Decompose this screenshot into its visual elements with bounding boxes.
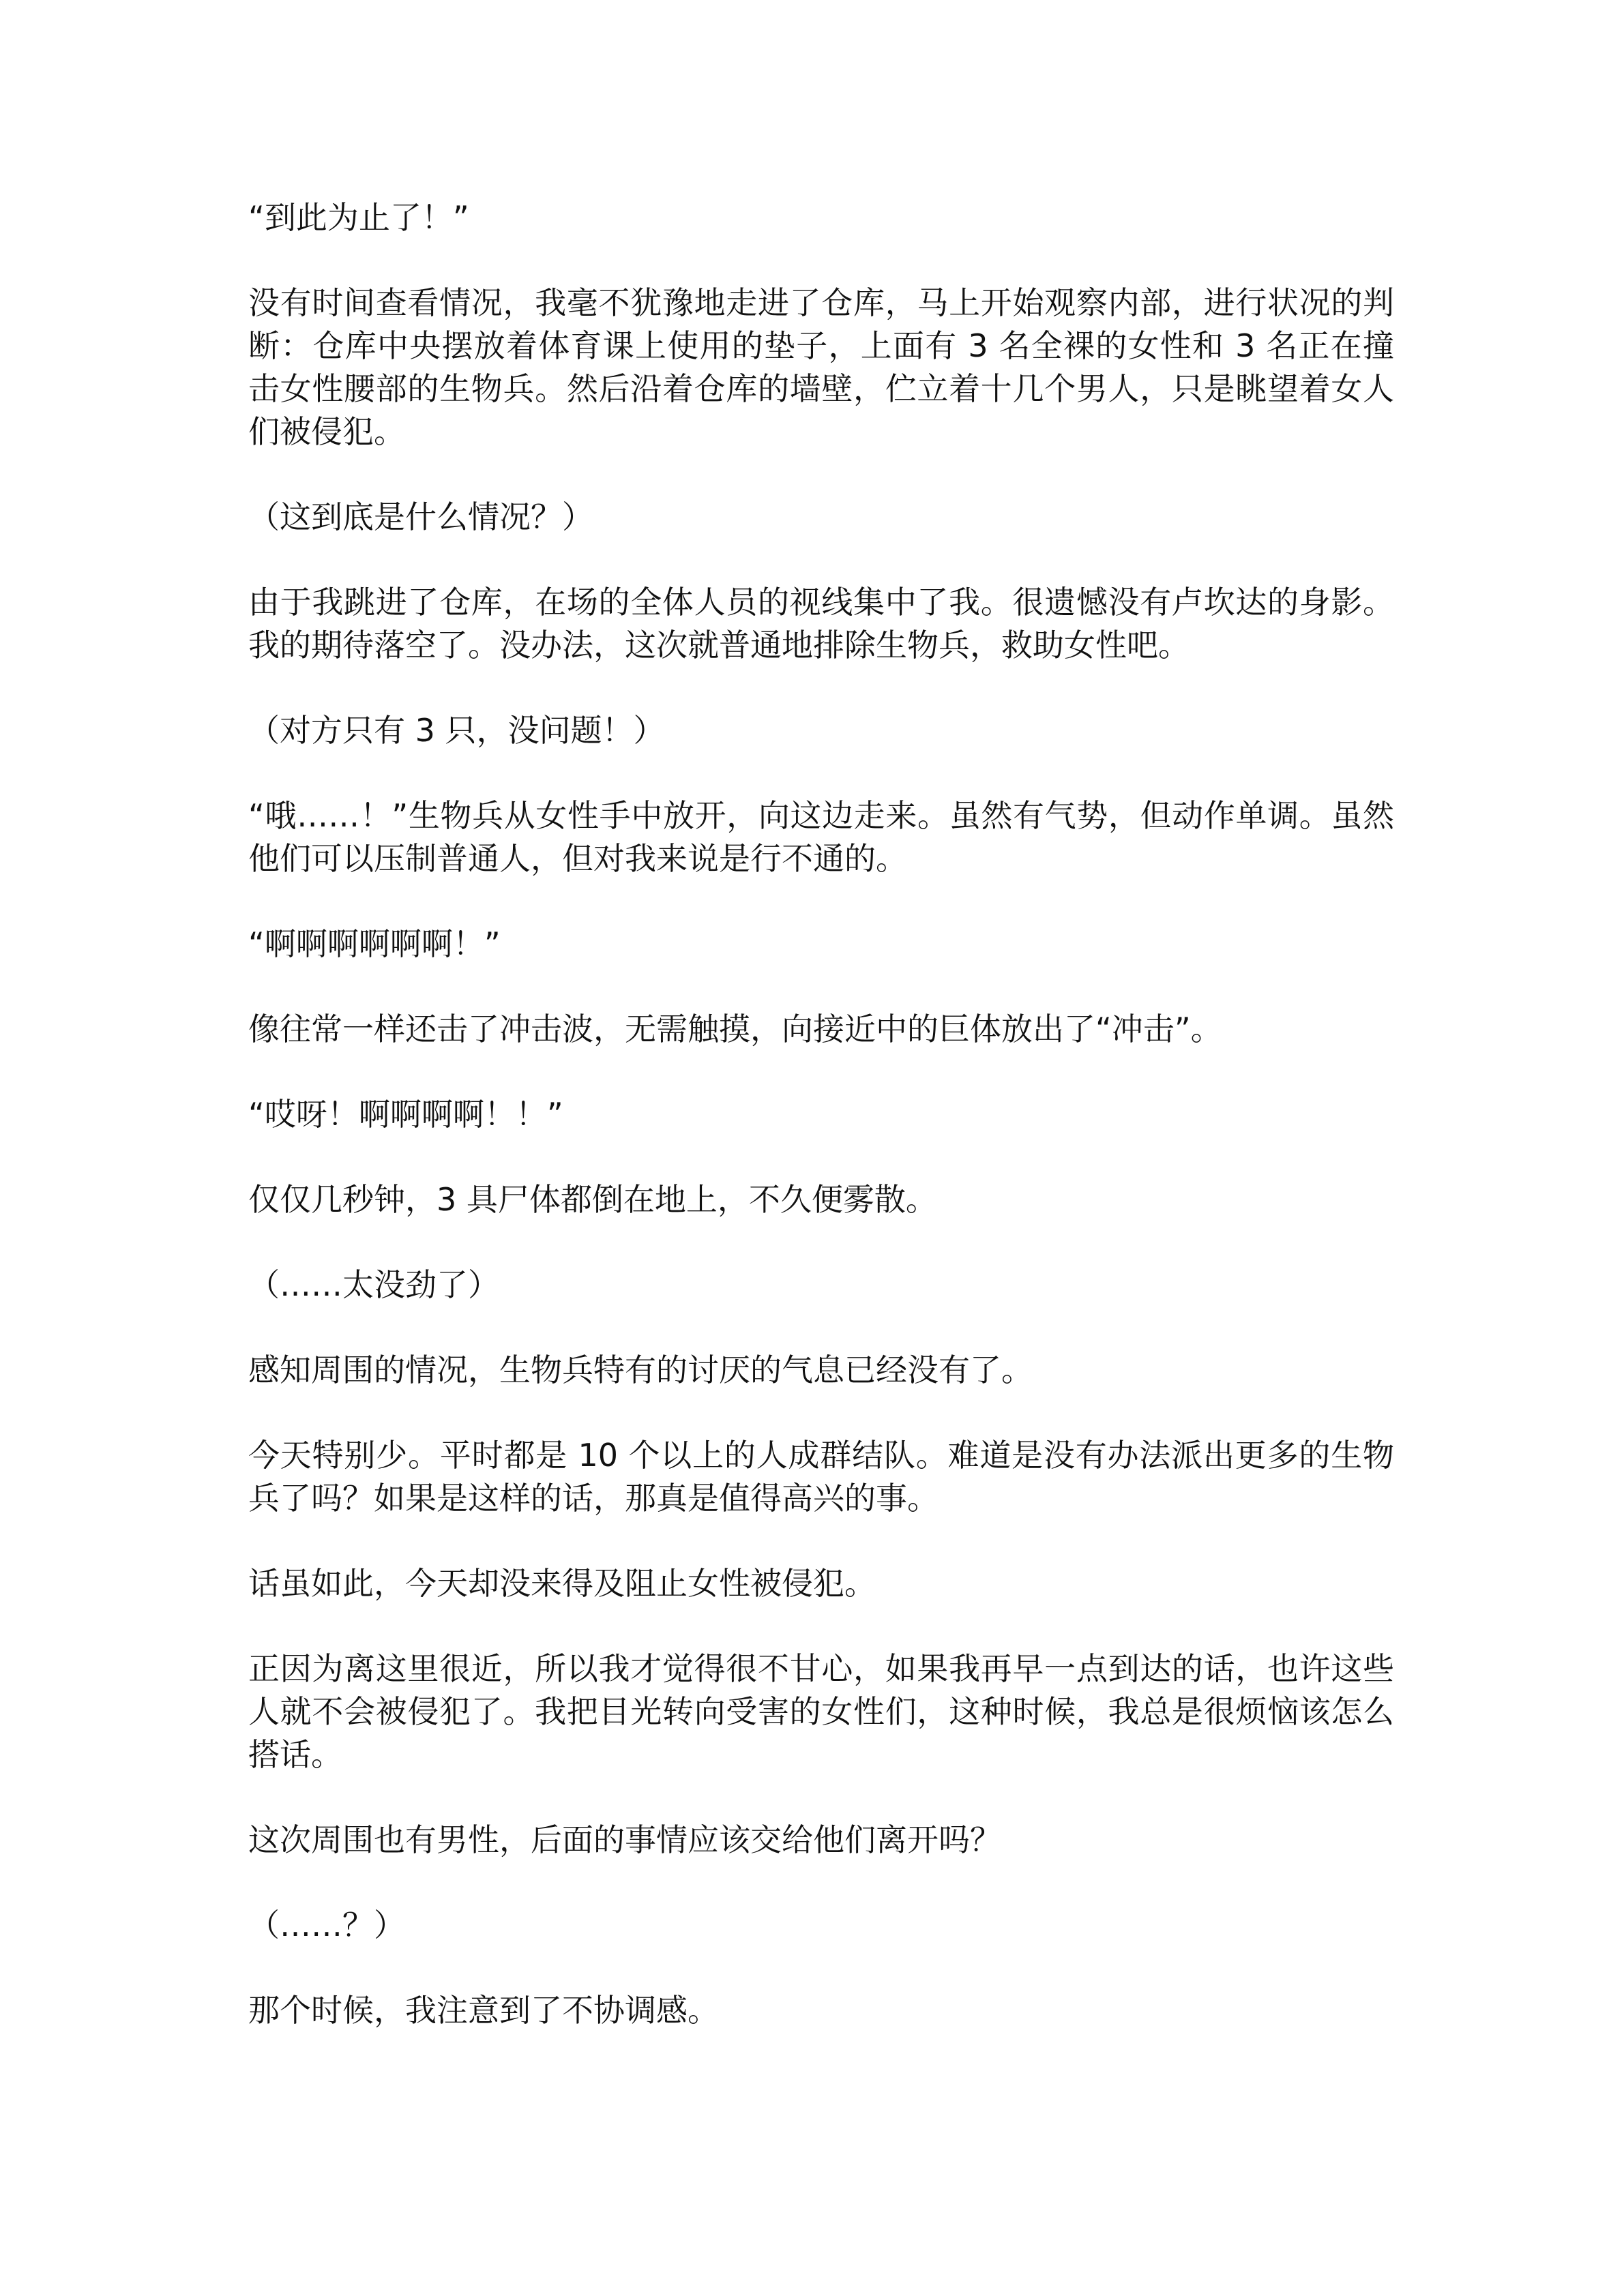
paragraph: （这到底是什么情况？） — [248, 498, 593, 535]
paragraph: （对方只有 3 只，没问题！） — [248, 712, 665, 749]
paragraph: 仅仅几秒钟，3 具尸体都倒在地上，不久便雾散。 — [248, 1181, 937, 1218]
paragraph: 这次周围也有男性，后面的事情应该交给他们离开吗？ — [248, 1821, 1001, 1858]
paragraph: （……？） — [248, 1907, 405, 1943]
paragraph: 感知周围的情况，生物兵特有的讨厌的气息已经没有了。 — [248, 1352, 1033, 1388]
paragraph: 今天特别少。平时都是 10 个以上的人成群结队。难道是没有办法派出更多的生物兵了吗？如果是这样的话，那真是值得高兴的事。 — [248, 1437, 1394, 1517]
paragraph: “到此为止了！” — [248, 199, 469, 236]
paragraph: “哎呀！啊啊啊啊！！” — [248, 1096, 563, 1133]
paragraph: 话虽如此，今天却没来得及阻止女性被侵犯。 — [248, 1565, 876, 1602]
paragraph: “啊啊啊啊啊啊！” — [248, 925, 501, 962]
paragraph: “哦……！”生物兵从女性手中放开，向这边走来。虽然有气势，但动作单调。虽然他们可以压制普通人，但对我来说是行不通的。 — [248, 797, 1394, 877]
paragraph: 那个时候，我注意到了不协调感。 — [248, 1992, 719, 2029]
paragraph: 没有时间查看情况，我毫不犹豫地走进了仓库，马上开始观察内部，进行状况的判断：仓库中央摆放着体育课上使用的垫子，上面有 3 名全裸的女性和 3 名正在撞击女性腰部的生物兵。然后沿着仓库的墙壁，伫立着十几个男人，只是眺望着女人们被侵犯。 — [248, 284, 1394, 450]
paragraph: 由于我跳进了仓库，在场的全体人员的视线集中了我。很遗憾没有卢坎达的身影。我的期待落空了。没办法，这次就普通地排除生物兵，救助女性吧。 — [248, 584, 1394, 664]
paragraph: 像往常一样还击了冲击波，无需触摸，向接近中的巨体放出了“冲击”。 — [248, 1011, 1222, 1047]
paragraph: 正因为离这里很近，所以我才觉得很不甘心，如果我再早一点到达的话，也许这些人就不会被侵犯了。我把目光转向受害的女性们，这种时候，我总是很烦恼该怎么搭话。 — [248, 1650, 1394, 1773]
document-body — [248, 196, 1394, 2032]
paragraph: （……太没劲了） — [248, 1266, 499, 1303]
